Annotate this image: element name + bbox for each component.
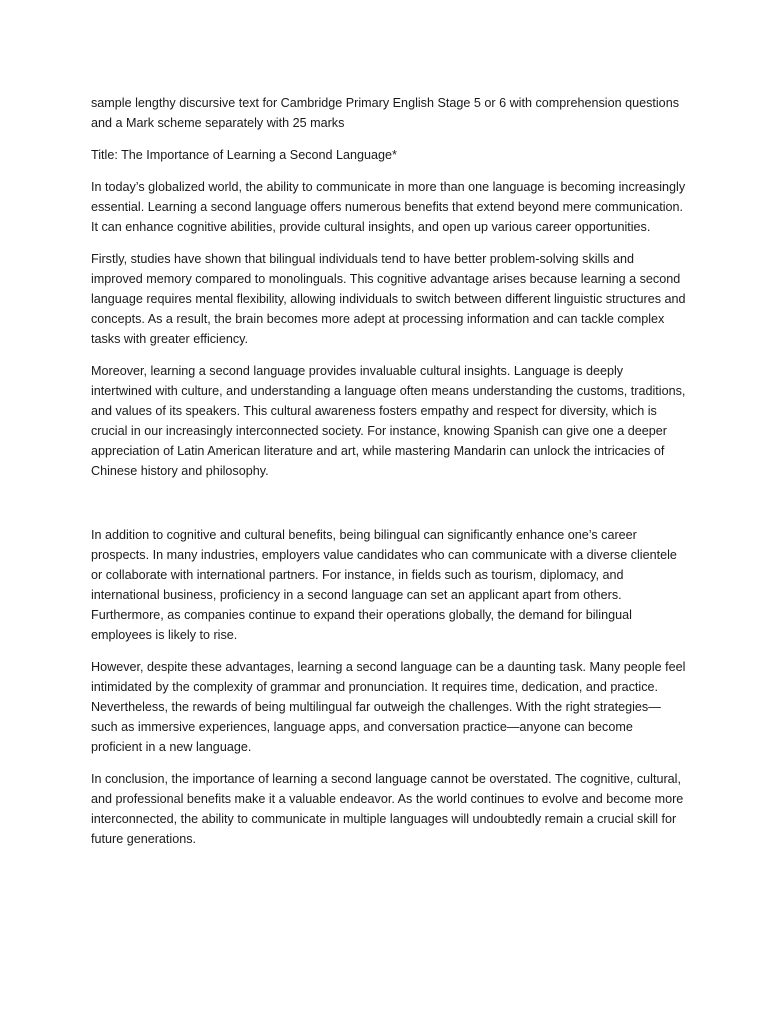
paragraph-challenges: However, despite these advantages, learning a second language can be a daunting task. Many people feel intimidated by the complexity of grammar and pronunciation. It requires time, dedication, and practice. Nevertheless, the rewards of being multilingual far outweigh the challenges. With the right strategies—such as immersive experiences, language apps, and conversation practice—anyone can become proficient in a new language. [91, 660, 686, 754]
paragraph-cognitive: Firstly, studies have shown that bilingual individuals tend to have better problem-solving skills and improved memory compared to monolinguals. This cognitive advantage arises because learning a second language requires mental flexibility, allowing individuals to switch between different linguistic structures and concepts. As a result, the brain becomes more adept at processing information and can tackle complex tasks with greater efficiency. [91, 252, 686, 346]
intro-text: sample lengthy discursive text for Cambridge Primary English Stage 5 or 6 with comprehension questions and a Mark scheme separately with 25 marks [91, 96, 679, 130]
paragraph-conclusion: In conclusion, the importance of learning a second language cannot be overstated. The cognitive, cultural, and professional benefits make it a valuable endeavor. As the world continues to evolve and become more interconnected, the ability to communicate in multiple languages will undoubtedly remain a crucial skill for future generations. [91, 772, 684, 846]
paragraph-career: In addition to cognitive and cultural benefits, being bilingual can significantly enhance one’s career prospects. In many industries, employers value candidates who can communicate with a diverse clientele or collaborate with international partners. For instance, in fields such as tourism, diplomacy, and international business, proficiency in a second language can set an applicant apart from others. Furthermore, as companies continue to expand their operations globally, the demand for bilingual employees is likely to rise. [91, 528, 677, 642]
section-spacer [91, 493, 687, 525]
paragraph-cultural: Moreover, learning a second language provides invaluable cultural insights. Language is deeply intertwined with culture, and understanding a language often means understanding the customs, traditions, and values of its speakers. This cultural awareness fosters empathy and respect for diversity, which is crucial in our increasingly interconnected society. For instance, knowing Spanish can give one a deeper appreciation of Latin American literature and art, while mastering Mandarin can unlock the intricacies of Chinese history and philosophy. [91, 364, 686, 478]
document-title: Title: The Importance of Learning a Second Language* [91, 148, 397, 162]
document-body [91, 93, 687, 861]
paragraph-introduction: In today’s globalized world, the ability to communicate in more than one language is becoming increasingly essential. Learning a second language offers numerous benefits that extend beyond mere communication. It can enhance cognitive abilities, provide cultural insights, and open up various career opportunities. [91, 180, 686, 234]
